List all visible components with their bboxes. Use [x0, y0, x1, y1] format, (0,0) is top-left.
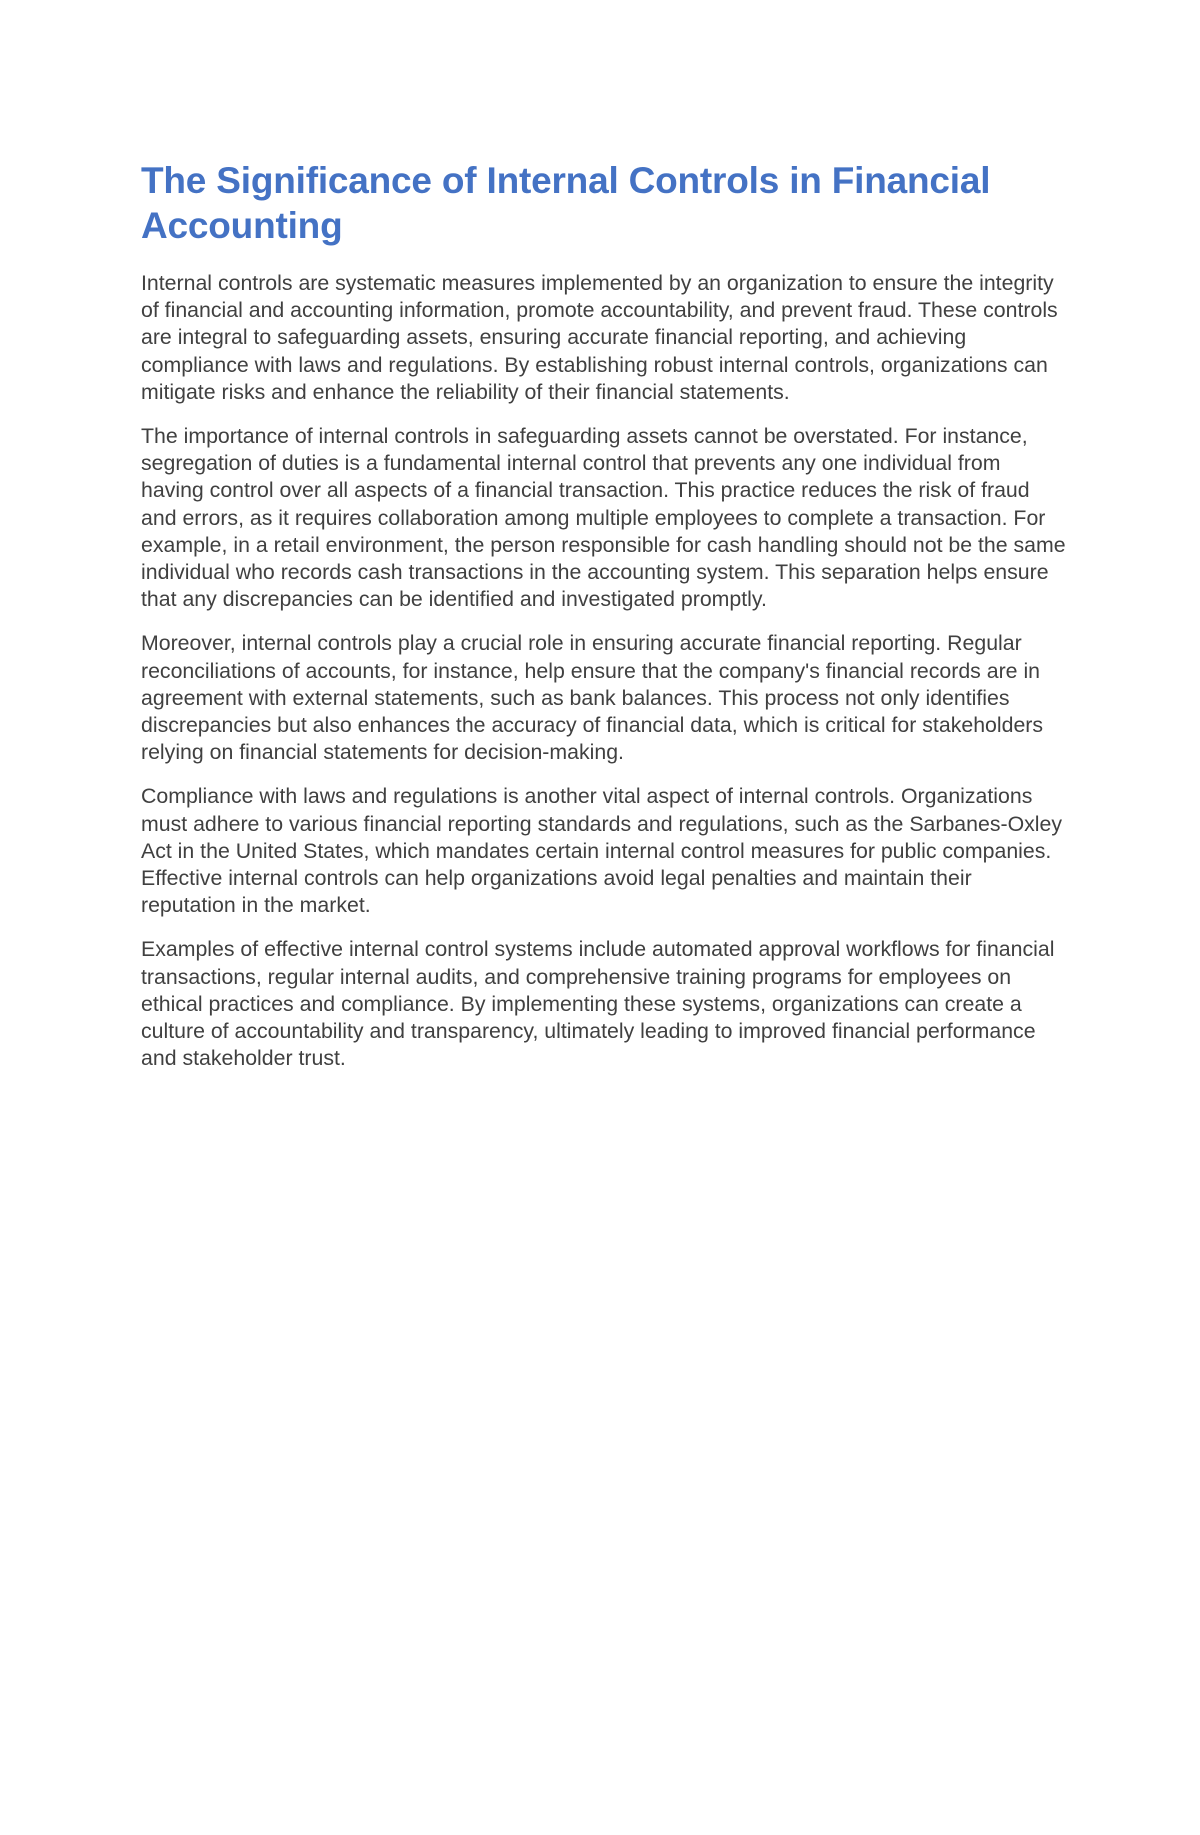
paragraph-examples: Examples of effective internal control systems include automated approval workflows for financial transactions, regular internal audits, and comprehensive training programs for employees on ethical practices and compliance. By implementing these systems, organizations can create a culture of accountability and transparency, ultimately leading to improved financial performance and stakeholder trust.: [141, 937, 1055, 1071]
document-title: The Significance of Internal Controls in Financial Accounting: [141, 160, 991, 246]
paragraph-compliance: Compliance with laws and regulations is another vital aspect of internal controls. Organizations must adhere to various financial reporting standards and regulations, such as the Sarbanes-Oxley Act in the United States, which mandates certain internal control measures for public companies. Effective internal controls can help organizations avoid legal penalties and maintain their reputation in the market.: [141, 784, 1063, 918]
paragraph-financial-reporting: Moreover, internal controls play a crucial role in ensuring accurate financial reporting. Regular reconciliations of accounts, for instance, help ensure that the company's financial records are in agreement with external statements, such as bank balances. This process not only identifies discrepancies but also enhances the accuracy of financial data, which is critical for stakeholders relying on financial statements for decision-making.: [141, 631, 1044, 765]
document-body: [141, 158, 1069, 1089]
paragraph-safeguarding-assets: The importance of internal controls in safeguarding assets cannot be overstated. For instance, segregation of duties is a fundamental internal control that prevents any one individual from having control over all aspects of a financial transaction. This practice reduces the risk of fraud and errors, as it requires collaboration among multiple employees to complete a transaction. For example, in a retail environment, the person responsible for cash handling should not be the same individual who records cash transactions in the accounting system. This separation helps ensure that any discrepancies can be identified and investigated promptly.: [141, 424, 1066, 612]
paragraph-intro: Internal controls are systematic measures implemented by an organization to ensure the integrity of financial and accounting information, promote accountability, and prevent fraud. These controls are integral to safeguarding assets, ensuring accurate financial reporting, and achieving compliance with laws and regulations. By establishing robust internal controls, organizations can mitigate risks and enhance the reliability of their financial statements.: [141, 271, 1058, 404]
